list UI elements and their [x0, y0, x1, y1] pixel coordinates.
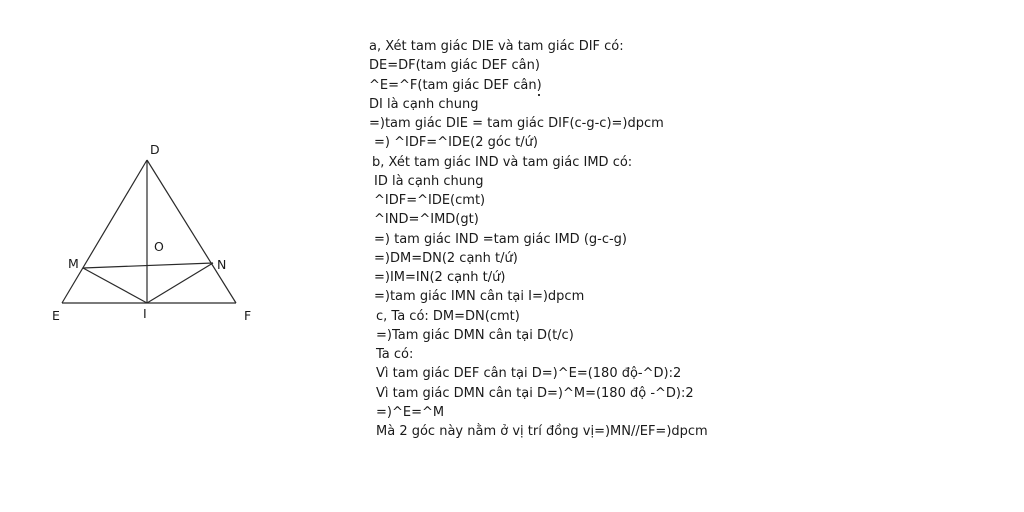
proof-line: =)^E=^M: [376, 404, 445, 420]
proof-line: =)DM=DN(2 cạnh t/ứ): [374, 250, 518, 266]
segment-NI: [147, 263, 213, 303]
proof-line: ^IND=^IMD(gt): [374, 212, 479, 228]
segment-DF: [147, 160, 236, 303]
proof-line: Vì tam giác DMN cân tại D=)^M=(180 độ -^D):2: [376, 385, 694, 401]
proof-line: =)tam giác DIE = tam giác DIF(c-g-c)=)dpcm: [369, 116, 664, 131]
geometry-figure: [0, 0, 300, 340]
segment-MI: [83, 268, 147, 303]
label-E: E: [52, 308, 60, 323]
proof-line: DE=DF(tam giác DEF cân): [369, 58, 540, 74]
proof-line: ID là cạnh chung: [374, 173, 484, 189]
proof-line: ^E=^F(tam giác DEF cân): [369, 77, 542, 93]
segment-DE: [62, 160, 147, 303]
label-I: I: [143, 306, 147, 321]
proof-line: Vì tam giác DEF cân tại D=)^E=(180 độ-^D):2: [376, 366, 682, 382]
proof-line: Mà 2 góc này nằm ở vị trí đồng vị=)MN//EF=)dpcm: [376, 424, 708, 439]
label-O: O: [154, 239, 164, 254]
proof-text: [369, 37, 789, 441]
proof-line: DI là cạnh chung: [369, 96, 479, 112]
label-M: M: [68, 256, 79, 271]
proof-line: Ta có:: [376, 347, 414, 362]
proof-line: c, Ta có: DM=DN(cmt): [376, 308, 520, 324]
proof-line: =) ^IDF=^IDE(2 góc t/ứ): [374, 135, 538, 151]
proof-line: =)Tam giác DMN cân tại D(t/c): [376, 327, 574, 343]
segment-MN: [83, 263, 213, 268]
proof-line: b, Xét tam giác IND và tam giác IMD có:: [372, 154, 633, 170]
proof-line: =)IM=IN(2 cạnh t/ứ): [374, 270, 506, 285]
proof-line: =) tam giác IND =tam giác IMD (g-c-g): [374, 231, 627, 247]
proof-line: a, Xét tam giác DIE và tam giác DIF có:: [369, 39, 624, 54]
label-N: N: [217, 257, 227, 272]
proof-line: =)tam giác IMN cân tại I=)dpcm: [374, 289, 585, 305]
label-D: D: [150, 142, 160, 157]
proof-line: ^IDF=^IDE(cmt): [374, 193, 486, 208]
label-F: F: [244, 308, 252, 323]
